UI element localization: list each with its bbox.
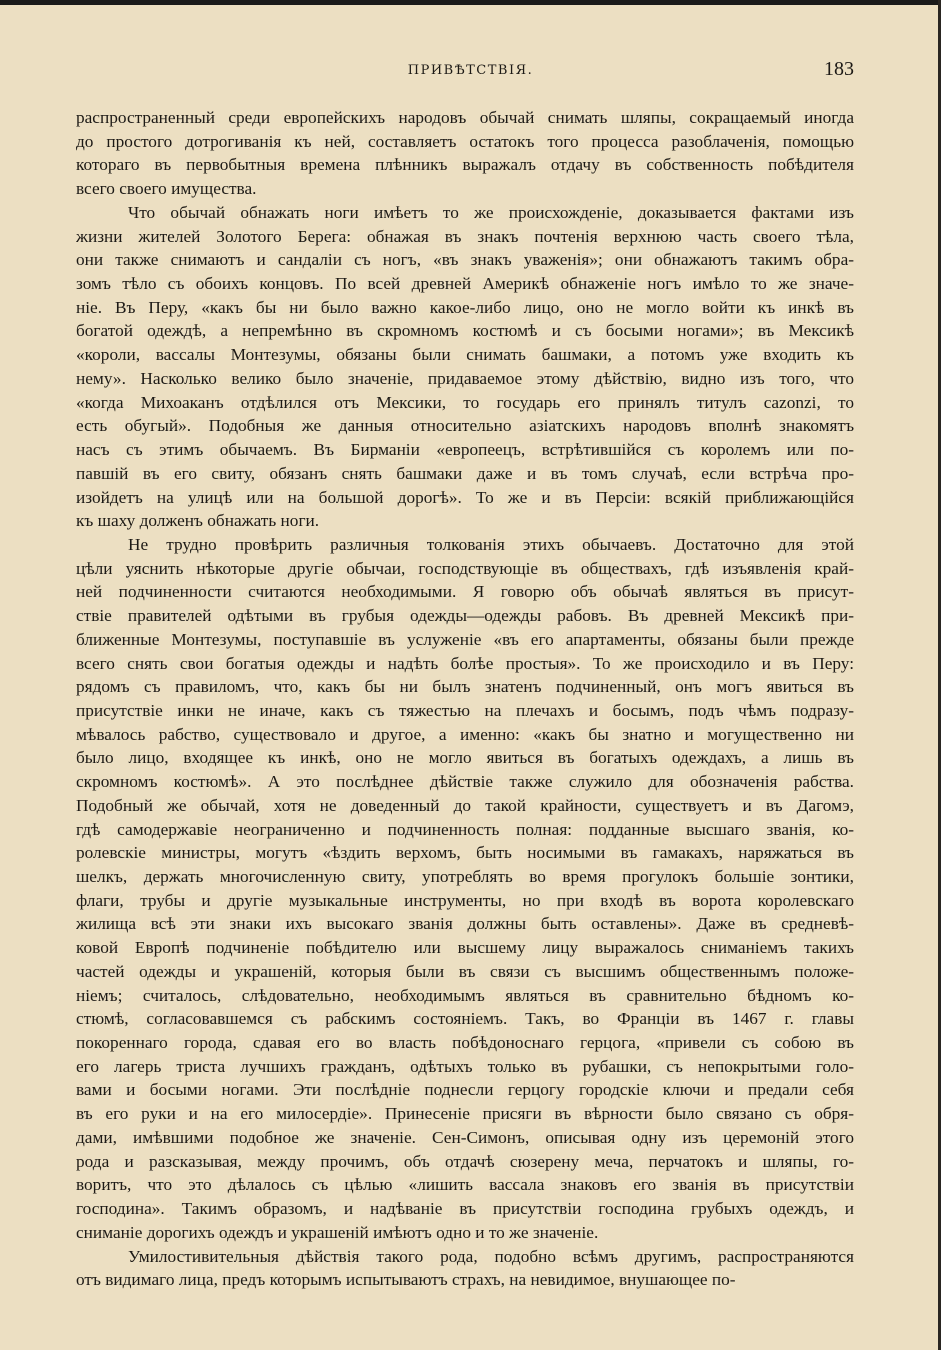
- text-line: жилища всѣ эти знаки ихъ высокаго званія должны быть оставлены». Даже въ средневѣ-: [76, 914, 854, 934]
- paragraph: [76, 1245, 854, 1292]
- text-line: покореннаго города, сдавая его во власть побѣдоноснаго герцога, «привели съ собою въ: [76, 1033, 854, 1053]
- text-line: Умилостивительныя дѣйствія такого рода, подобно всѣмъ другимъ, распространяются: [128, 1246, 854, 1266]
- text-line: «короли, вассалы Монтезумы, обязаны были снимать башмаки, а потомъ уже входить къ: [76, 345, 854, 365]
- page-number: 183: [824, 58, 854, 80]
- text-line: присутствіе инки не иначе, какъ съ тяжестью на плечахъ и босымъ, подъ чѣмъ подразу-: [76, 700, 854, 720]
- paragraph: [76, 106, 854, 201]
- text-line: гдѣ самодержавіе неограниченно и подчиненность полная: подданные высшаго званія, ко-: [76, 819, 854, 839]
- paragraph: [76, 533, 854, 1245]
- text-line: ковой Европѣ подчиненіе побѣдителю или высшему лицу выражалось сниманіемъ такихъ: [76, 938, 854, 958]
- text-line: стюмѣ, согласовавшемся съ рабскимъ состояніемъ. Такъ, во Франціи въ 1467 г. главы: [76, 1009, 854, 1029]
- page-header: [0, 60, 941, 82]
- text-line: всего снять свои богатыя одежды и надѣть болѣе простыя». То же происходило и въ Перу:: [76, 653, 854, 673]
- text-line: шелкъ, держать многочисленную свиту, употреблять во время прогулокъ большіе зонтики,: [76, 867, 854, 886]
- text-line: «когда Михоаканъ отдѣлился отъ Мексики, то государь его принялъ титулъ cazonzi, то: [76, 392, 854, 412]
- text-line: богатой одеждѣ, а непремѣнно въ скромномъ костюмѣ и съ босыми ногами»; въ Мексикѣ: [76, 321, 854, 341]
- text-line: къ шаху долженъ обнажать ноги.: [76, 511, 320, 531]
- text-line: ней подчиненности считаются необходимыми. Я говорю объ обычаѣ являться въ присут-: [76, 582, 854, 602]
- text-line: рода и разсказывая, между прочимъ, объ отдачѣ сюзерену меча, перчатокъ и шляпы, го-: [76, 1151, 854, 1171]
- text-line: котораго въ первобытныя времена плѣнникъ выражалъ отдачу въ собственность побѣдителя: [76, 155, 854, 175]
- text-line: ближенные Монтезумы, поступавшіе въ услуженіе «въ его апартаменты, обязаны были прежде: [76, 629, 854, 649]
- paragraph: [76, 201, 854, 533]
- text-line: есть обугый». Подобныя же данныя относительно азіатскихъ народовъ вполнѣ знакомятъ: [76, 416, 854, 436]
- text-line: ніе. Въ Перу, «какъ бы ни было важно какое-либо лицо, оно не могло войти къ инкѣ въ: [76, 297, 854, 317]
- text-line: мѣвалось рабство, существовало и другое, а именно: «какъ бы знатно и могущественно ни: [76, 724, 854, 744]
- text-line: павшій въ его свиту, обязанъ снять башмаки даже и въ томъ случаѣ, если встрѣча про-: [76, 463, 854, 483]
- text-line: Что обычай обнажать ноги имѣетъ то же происхожденіе, доказывается фактами изъ: [128, 202, 854, 222]
- text-line: зомъ тѣло съ обоихъ концовъ. По всей древней Америкѣ обнаженіе ногъ имѣло то же значе-: [76, 274, 854, 294]
- text-line: господина». Такимъ образомъ, и надѣваніе въ присутствіи господина грубыхъ одеждъ, и: [76, 1199, 854, 1219]
- text-line: распространенный среди европейскихъ народовъ обычай снимать шляпы, сокращаемый иногда: [76, 108, 854, 127]
- text-line: ствіе правителей одѣтыми въ грубыя одежды—одежды рабовъ. Въ древней Мексикѣ при-: [76, 606, 854, 626]
- text-line: было лицо, входящее къ инкѣ, оно не могло явиться въ богатыхъ одеждахъ, а лишь въ: [76, 748, 854, 768]
- text-line: ролевскіе министры, могутъ «ѣздить верхомъ, быть носимыми въ гамакахъ, наряжаться въ: [76, 843, 854, 863]
- running-title: ПРИВѢТСТВІЯ.: [407, 63, 534, 78]
- text-line: скромномъ костюмѣ». А это послѣднее дѣйствіе также служило для обозначенія рабства.: [76, 772, 854, 792]
- text-line: дами, имѣвшими подобное же значеніе. Сен-Симонъ, описывая одну изъ церемоній этого: [76, 1127, 854, 1147]
- scan-edge-top: [0, 0, 941, 5]
- text-line: воритъ, что это дѣлалось съ цѣлью «лишить вассала знаковъ его званія въ присутствіи: [76, 1175, 854, 1195]
- text-line: Не трудно провѣрить различныя толкованія этихъ обычаевъ. Достаточно для этой: [128, 534, 854, 554]
- text-line: рядомъ съ правиломъ, что, какъ бы ни былъ знатенъ подчиненный, онъ могъ явиться въ: [76, 677, 854, 697]
- text-line: отъ видимаго лица, предъ которымъ испытываютъ страхъ, на невидимое, внушающее по-: [76, 1270, 736, 1290]
- text-line: до простого дотрогиванія къ ней, составляетъ остатокъ того процесса разоблаченія, помощью: [76, 131, 854, 151]
- text-line: ніемъ; считалось, слѣдовательно, необходимымъ являться въ сравнительно бѣдномъ ко-: [76, 985, 854, 1005]
- text-line: всего своего имущества.: [76, 179, 257, 199]
- text-line: частей одежды и украшеній, которыя были въ связи съ высшимъ общественнымъ положе-: [76, 961, 854, 981]
- text-line: Подобный же обычай, хотя не доведенный до такой крайности, существуетъ и въ Дагомэ,: [76, 795, 854, 815]
- text-line: насъ съ этимъ обычаемъ. Въ Бирманіи «европеецъ, встрѣтившійся съ королемъ или по-: [76, 440, 854, 460]
- text-line: въ его руки и на его милосердіе». Принесеніе присяги въ вѣрности было связано съ обря-: [76, 1104, 854, 1124]
- text-line: они также снимаютъ и сандаліи съ ногъ, «въ знакъ уваженія»; они обнажаютъ такимъ обра-: [76, 250, 854, 270]
- text-line: вами и босыми ногами. Эти послѣдніе поднесли герцогу городскіе ключи и предали себя: [76, 1080, 854, 1100]
- text-line: нему». Насколько велико было значеніе, придаваемое этому дѣйствію, видно изъ того, что: [76, 368, 854, 388]
- text-line: изойдетъ на улицѣ или на большой дорогѣ». То же и въ Персіи: всякій приближающійся: [76, 487, 854, 507]
- text-line: жизни жителей Золотого Берега: обнажая въ знакъ почтенія верхнюю часть своего тѣла,: [76, 226, 854, 246]
- text-line: сниманіе дорогихъ одеждъ и украшеній имѣютъ одно и то же значеніе.: [76, 1222, 599, 1242]
- text-line: цѣли уяснить нѣкоторые другіе обычаи, господствующіе въ обществахъ, гдѣ изъявленія край-: [76, 558, 854, 578]
- body-text: [76, 106, 854, 1292]
- text-line: флаги, трубы и другіе музыкальные инструменты, но при входѣ въ ворота королевскаго: [76, 890, 854, 910]
- text-line: его лагерь триста лучшихъ гражданъ, одѣтыхъ только въ рубашки, съ непокрытыми голо-: [76, 1056, 854, 1076]
